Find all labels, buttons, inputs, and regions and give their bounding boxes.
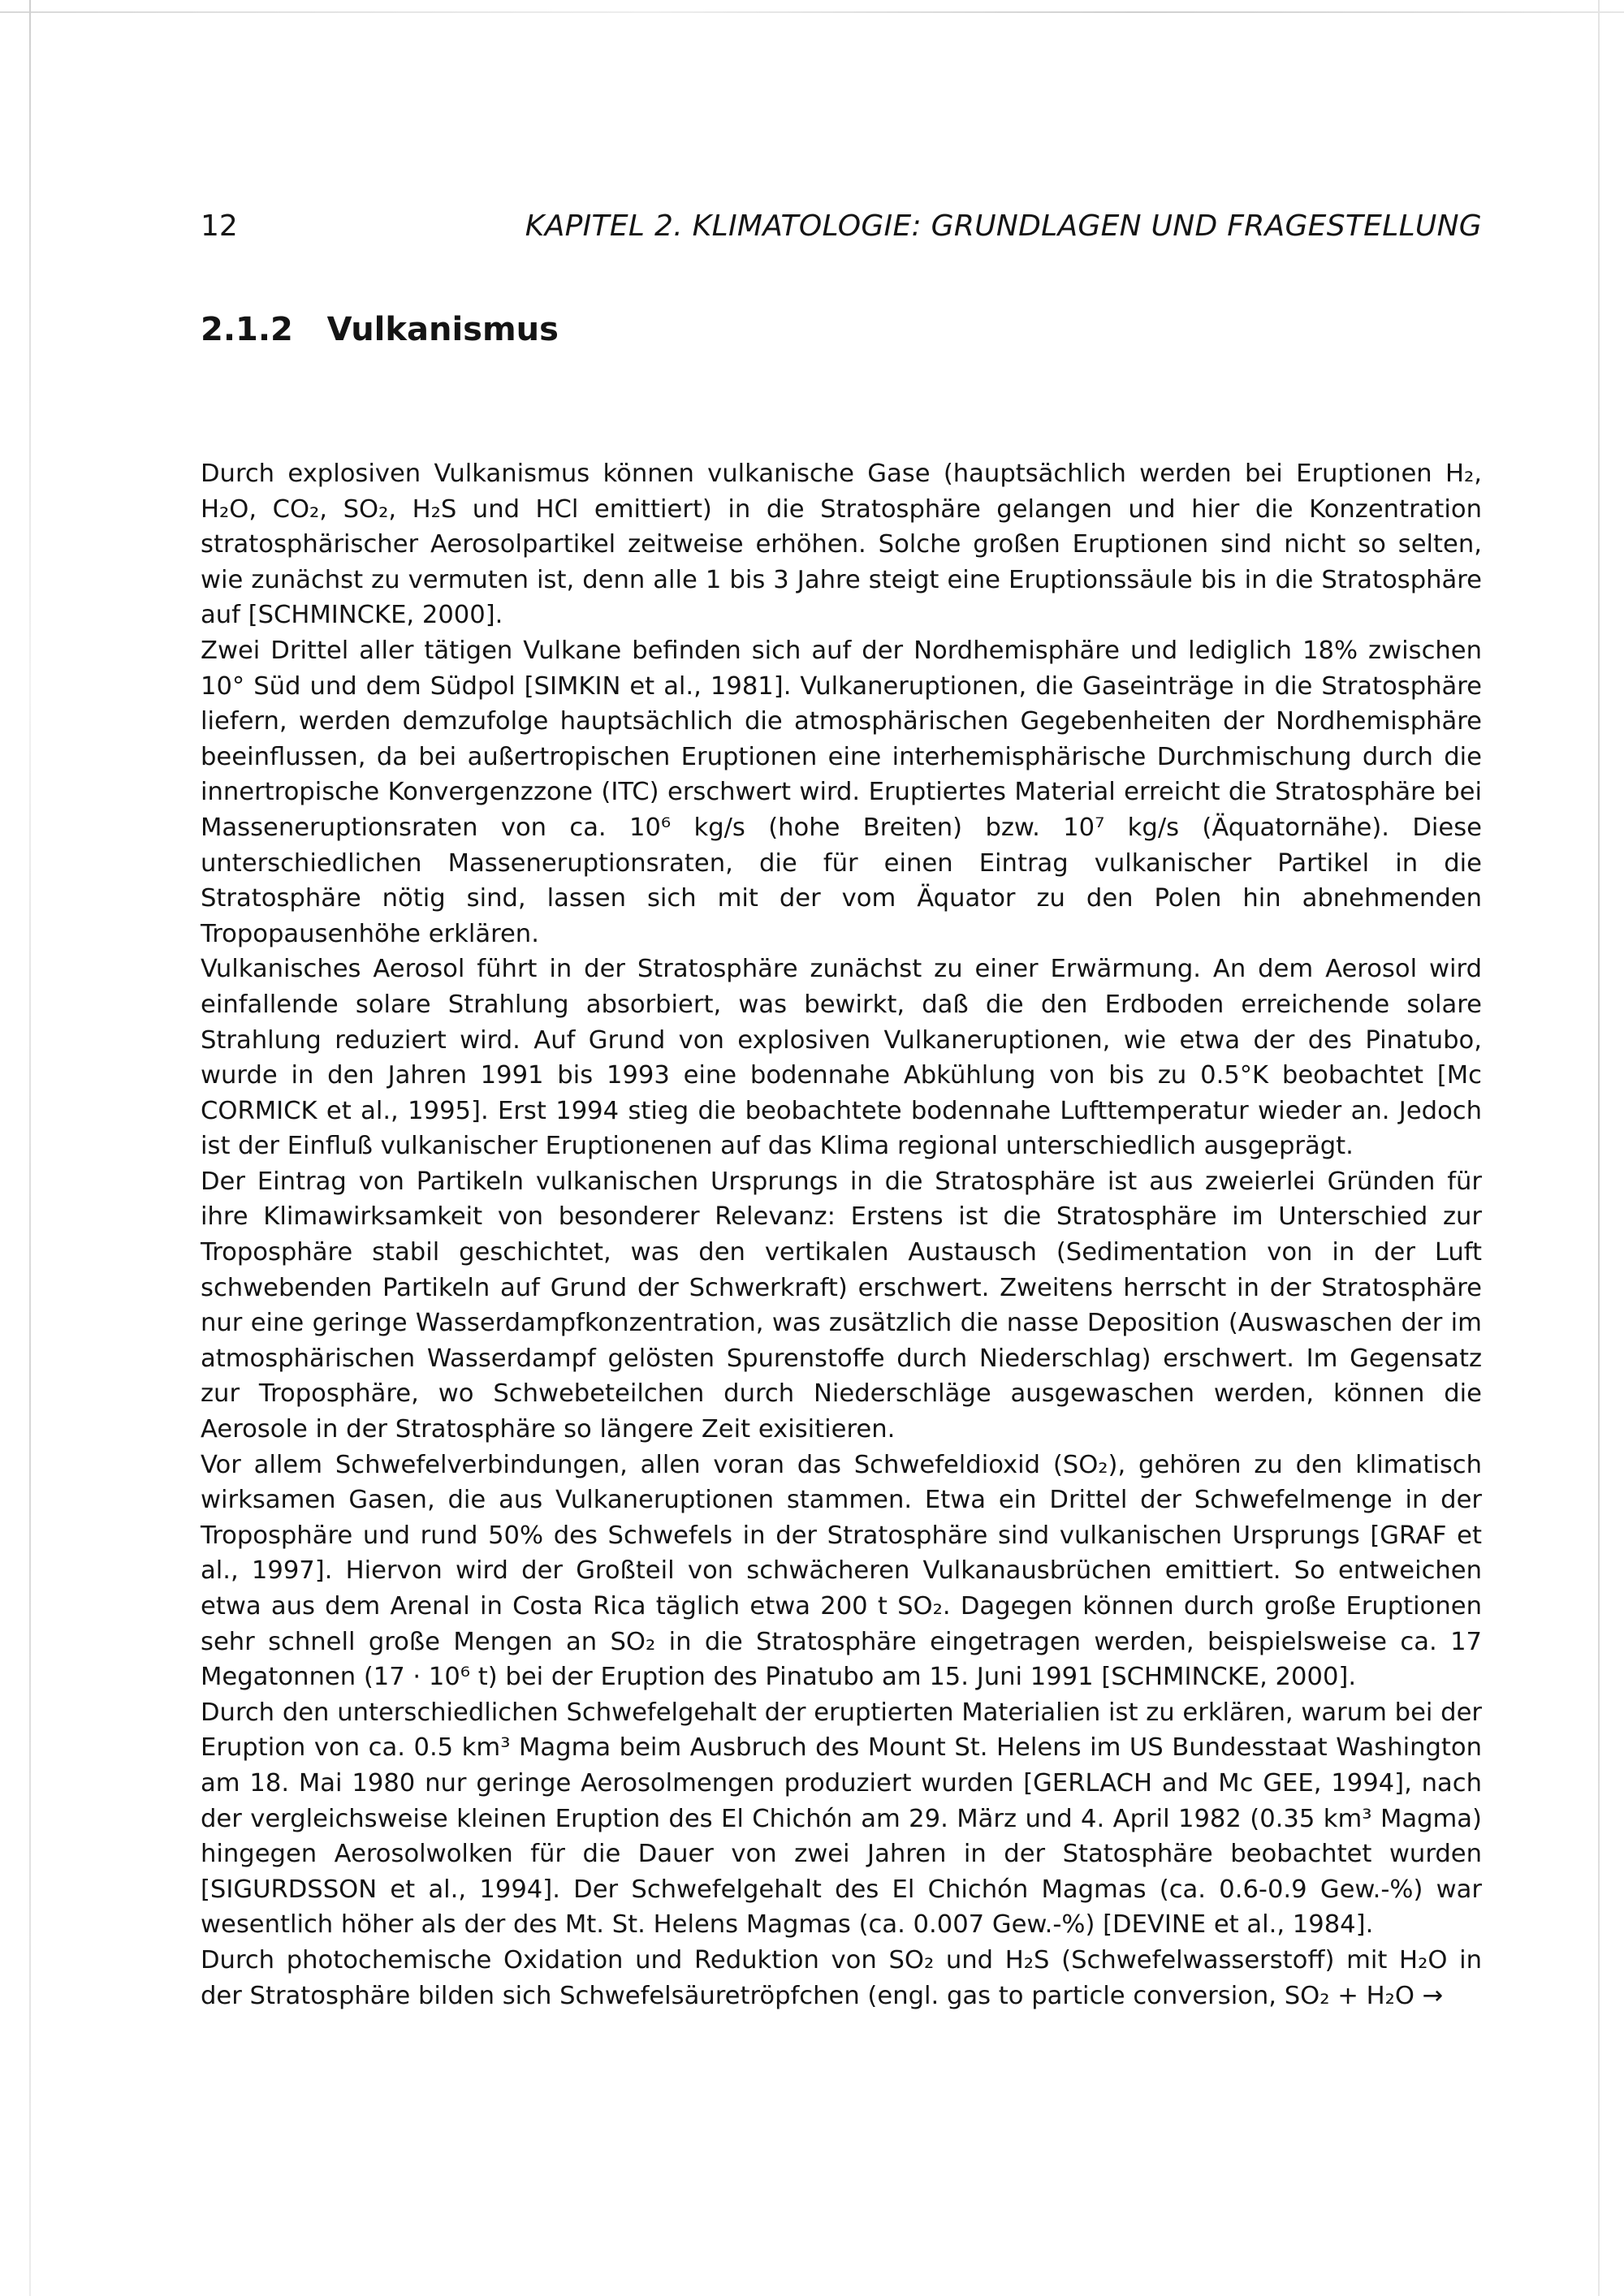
section-number: 2.1.2 [201,311,293,348]
scan-edge-left [29,0,31,2296]
paragraph-7: Durch photochemische Oxidation und Reduktion von SO₂ und H₂S (Schwefelwasserstoff) mit H₂O in der Stratosphäre bilden sich Schwefelsäuretröpfchen (engl. gas to particle conversion, SO₂ + H₂O → [201,1945,1482,2010]
paragraph-2: Zwei Drittel aller tätigen Vulkane befinden sich auf der Nordhemisphäre und lediglich 18% zwischen 10° Süd und dem Südpol [SIMKIN et al., 1981]. Vulkaneruptionen, die Gaseinträge in die Stratosphäre liefern, werden demzufolge hauptsächlich die atmosphärischen Gegebenheiten der Nordhemisphäre beeinflussen, da bei außertropischen Eruptionen eine interhemisphärische Durchmischung durch die innertropische Konvergenzzone (ITC) erschwert wird. Eruptiertes Material erreicht die Stratosphäre bei Masseneruptionsraten von ca. 10⁶ kg/s (hohe Breiten) bzw. 10⁷ kg/s (Äquatornähe). Diese unterschiedlichen Masseneruptionsraten, die für einen Eintrag vulkanischer Partikel in die Stratosphäre nötig sind, lassen sich mit der vom Äquator zu den Polen hin abnehmenden Tropopausenhöhe erklären. [201,636,1482,948]
paragraph-5: Vor allem Schwefelverbindungen, allen voran das Schwefeldioxid (SO₂), gehören zu den klimatisch wirksamen Gasen, die aus Vulkaneruptionen stammen. Etwa ein Drittel der Schwefelmenge in der Troposphäre und rund 50% des Schwefels in der Stratosphäre sind vulkanischen Ursprungs [GRAF et al., 1997]. Hiervon wird der Großteil von schwächeren Vulkanausbrüchen emittiert. So entweichen etwa aus dem Arenal in Costa Rica täglich etwa 200 t SO₂. Dagegen können durch große Eruptionen sehr schnell große Mengen an SO₂ in die Stratosphäre eingetragen werden, beispielsweise ca. 17 Megatonnen (17 · 10⁶ t) bei der Eruption des Pinatubo am 15. Juni 1991 [SCHMINCKE, 2000]. [201,1450,1482,1692]
running-header [201,209,1482,250]
scan-edge-top [0,11,1624,13]
body-text [201,456,1482,2013]
chapter-title: KAPITEL 2. KLIMATOLOGIE: GRUNDLAGEN UND FRAGESTELLUNG [525,209,1482,243]
paragraph-4: Der Eintrag von Partikeln vulkanischen Ursprungs in die Stratosphäre ist aus zweierlei Gründen für ihre Klimawirksamkeit von besonderer Relevanz: Erstens ist die Stratosphäre im Unterschied zur Troposphäre stabil geschichtet, was den vertikalen Austausch (Sedimentation von in der Luft schwebenden Partikeln auf Grund der Schwerkraft) erschwert. Zweitens herrscht in der Stratosphäre nur eine geringe Wasserdampfkonzentration, was zusätzlich die nasse Deposition (Auswaschen der im atmosphärischen Wasserdampf gelösten Spurenstoffe durch Niederschlag) erschwert. Im Gegensatz zur Troposphäre, wo Schwebeteilchen durch Niederschläge ausgewaschen werden, können die Aerosole in der Stratosphäre so längere Zeit exisitieren. [201,1167,1482,1444]
page-number: 12 [201,209,238,243]
section-heading [201,311,559,348]
paragraph-3: Vulkanisches Aerosol führt in der Stratosphäre zunächst zu einer Erwärmung. An dem Aerosol wird einfallende solare Strahlung absorbiert, was bewirkt, daß die den Erdboden erreichende solare Strahlung reduziert wird. Auf Grund von explosiven Vulkaneruptionen, wie etwa der des Pinatubo, wurde in den Jahren 1991 bis 1993 eine bodennahe Abkühlung von bis zu 0.5°K beobachtet [Mc CORMICK et al., 1995]. Erst 1994 stieg die beobachtete bodennahe Lufttemperatur wieder an. Jedoch ist der Einfluß vulkanischer Eruptionenen auf das Klima regional unterschiedlich ausgeprägt. [201,955,1482,1161]
section-title: Vulkanismus [326,311,559,348]
scan-edge-right [1598,0,1600,2296]
paragraph-1: Durch explosiven Vulkanismus können vulkanische Gase (hauptsächlich werden bei Eruptionen H₂, H₂O, CO₂, SO₂, H₂S und HCl emittiert) in die Stratosphäre gelangen und hier die Konzentration stratosphärischer Aerosolpartikel zeitweise erhöhen. Solche großen Eruptionen sind nicht so selten, wie zunächst zu vermuten ist, denn alle 1 bis 3 Jahre steigt eine Eruptionssäule bis in die Stratosphäre auf [SCHMINCKE, 2000]. [201,460,1482,630]
paragraph-6: Durch den unterschiedlichen Schwefelgehalt der eruptierten Materialien ist zu erklären, warum bei der Eruption von ca. 0.5 km³ Magma beim Ausbruch des Mount St. Helens im US Bundesstaat Washington am 18. Mai 1980 nur geringe Aerosolmengen produziert wurden [GERLACH and Mc GEE, 1994], nach der vergleichsweise kleinen Eruption des El Chichón am 29. März und 4. April 1982 (0.35 km³ Magma) hingegen Aerosolwolken für die Dauer von zwei Jahren in der Statosphäre beobachtet wurden [SIGURDSSON et al., 1994]. Der Schwefelgehalt des El Chichón Magmas (ca. 0.6-0.9 Gew.-%) war wesentlich höher als der des Mt. St. Helens Magmas (ca. 0.007 Gew.-%) [DEVINE et al., 1984]. [201,1698,1482,1940]
